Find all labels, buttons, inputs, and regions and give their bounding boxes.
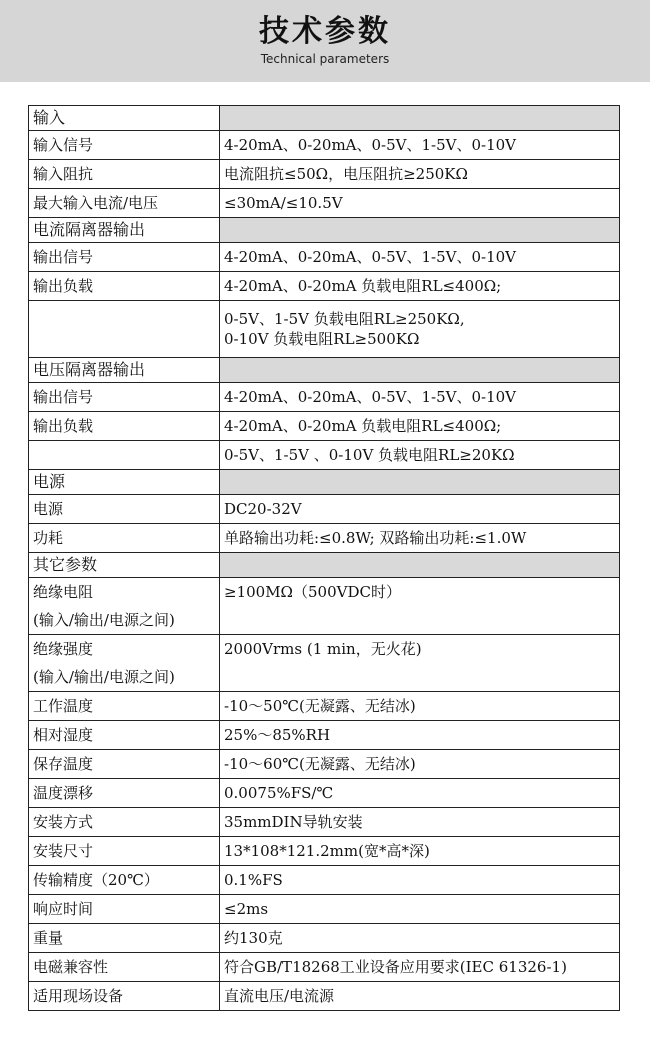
parameter-value: 0-5V、1-5V 负载电阻RL≥250KΩ, (224, 310, 465, 328)
parameter-value: 电流阻抗≤50Ω，电压阻抗≥250KΩ (224, 165, 468, 183)
parameter-name: 保存温度 (33, 755, 94, 773)
parameter-name-cell (29, 441, 220, 470)
parameters-table (28, 105, 620, 1011)
parameter-name: 安装尺寸 (33, 842, 94, 860)
parameter-value: 4-20mA、0-20mA、0-5V、1-5V、0-10V (224, 248, 517, 266)
parameter-name: 响应时间 (33, 900, 94, 918)
parameter-name: 适用现场设备 (33, 987, 124, 1005)
parameter-name-cell (29, 692, 220, 721)
parameter-value-line2: 0-10V 负载电阻RL≥500KΩ (224, 330, 420, 348)
parameter-value-cell (220, 808, 620, 837)
parameter-name-cell (29, 953, 220, 982)
parameter-name: 工作温度 (33, 697, 94, 715)
parameter-value-cell (220, 837, 620, 866)
parameter-name: 输入信号 (33, 136, 94, 154)
parameter-name-cell (29, 866, 220, 895)
section-title-cell (29, 218, 220, 243)
parameter-name-cell (29, 524, 220, 553)
parameter-value-cell (220, 866, 620, 895)
table-row (29, 131, 620, 160)
parameter-name-cell (29, 412, 220, 441)
parameter-value-cell (220, 692, 620, 721)
parameter-name: 安装方式 (33, 813, 94, 831)
parameter-name: 功耗 (33, 529, 64, 547)
table-row (29, 953, 620, 982)
parameter-name-cell (29, 131, 220, 160)
parameter-name-cell (29, 160, 220, 189)
parameter-value: -10～60℃(无凝露、无结冰) (224, 755, 416, 773)
page-title: 技术参数 (259, 14, 391, 49)
parameter-name-cell (29, 272, 220, 301)
section-title: 电源 (33, 472, 66, 491)
section-title-cell (29, 553, 220, 578)
parameter-value-cell (220, 160, 620, 189)
parameter-name: 电源 (33, 500, 64, 518)
table-row (29, 160, 620, 189)
table-row (29, 721, 620, 750)
parameter-name-cell (29, 924, 220, 953)
table-row (29, 578, 620, 635)
parameter-name: 绝缘电阻 (33, 583, 94, 601)
parameter-name-cell (29, 301, 220, 358)
section-title-cell (29, 358, 220, 383)
parameter-value-cell (220, 750, 620, 779)
parameter-name: 输出负载 (33, 277, 94, 295)
section-title: 电流隔离器输出 (33, 220, 146, 239)
table-row (29, 924, 620, 953)
parameter-name: 传输精度（20℃） (33, 871, 159, 889)
parameter-name-cell (29, 243, 220, 272)
section-title: 输入 (33, 108, 66, 127)
table-row (29, 866, 620, 895)
parameter-value-cell (220, 272, 620, 301)
parameter-value-cell (220, 953, 620, 982)
parameter-value: 4-20mA、0-20mA 负载电阻RL≤400Ω; (224, 277, 502, 295)
parameter-name-cell (29, 982, 220, 1011)
table-row (29, 750, 620, 779)
parameter-value: 单路输出功耗:≤0.8W; 双路输出功耗:≤1.0W (224, 529, 527, 547)
table-row (29, 808, 620, 837)
parameter-value: 约130克 (224, 929, 283, 947)
parameter-value-cell (220, 895, 620, 924)
parameter-name: 输入阻抗 (33, 165, 94, 183)
parameter-value-cell (220, 721, 620, 750)
section-title: 电压隔离器输出 (33, 360, 146, 379)
page-header (0, 0, 650, 82)
parameter-name: 输出负载 (33, 417, 94, 435)
parameter-value: ≤2ms (224, 900, 269, 918)
parameter-name-cell (29, 895, 220, 924)
section-header-row (29, 553, 620, 578)
parameter-value: -10～50℃(无凝露、无结冰) (224, 697, 416, 715)
parameter-value: 0.1%FS (224, 871, 283, 889)
parameter-name-cell (29, 635, 220, 692)
parameter-value-cell (220, 131, 620, 160)
parameter-name-cell (29, 808, 220, 837)
parameter-value: 4-20mA、0-20mA 负载电阻RL≤400Ω; (224, 417, 502, 435)
section-header-row (29, 106, 620, 131)
section-title-cell (29, 470, 220, 495)
parameter-value: 符合GB/T18268工业设备应用要求(IEC 61326-1) (224, 958, 567, 976)
parameter-value: ≤30mA/≤10.5V (224, 194, 343, 212)
table-row (29, 301, 620, 358)
table-row (29, 895, 620, 924)
parameter-value-cell (220, 412, 620, 441)
parameter-value: 35mmDIN导轨安装 (224, 813, 363, 831)
parameter-value: 0-5V、1-5V 、0-10V 负载电阻RL≥20KΩ (224, 446, 515, 464)
parameter-name: 输出信号 (33, 248, 94, 266)
section-header-row (29, 358, 620, 383)
parameter-value: DC20-32V (224, 500, 302, 518)
parameter-value: 25%～85%RH (224, 726, 331, 744)
section-title: 其它参数 (33, 555, 98, 574)
parameter-value-cell (220, 441, 620, 470)
parameter-value-cell (220, 383, 620, 412)
parameter-value-cell (220, 243, 620, 272)
parameter-value: 0.0075%FS/℃ (224, 784, 334, 802)
section-value-cell (220, 358, 620, 383)
parameter-name-cell (29, 721, 220, 750)
parameter-name-cell (29, 750, 220, 779)
parameter-value-cell (220, 495, 620, 524)
table-row (29, 243, 620, 272)
parameter-value-cell (220, 189, 620, 218)
parameter-name-cell (29, 189, 220, 218)
parameter-value-cell (220, 924, 620, 953)
parameter-name-cell (29, 779, 220, 808)
table-row (29, 441, 620, 470)
parameter-name-note: (输入/输出/电源之间) (33, 611, 175, 629)
parameter-value-cell (220, 301, 620, 358)
parameter-name: 重量 (33, 929, 64, 947)
section-value-cell (220, 470, 620, 495)
section-title-cell (29, 106, 220, 131)
table-row (29, 524, 620, 553)
section-value-cell (220, 218, 620, 243)
section-header-row (29, 218, 620, 243)
parameter-name: 温度漂移 (33, 784, 94, 802)
parameter-name-cell (29, 383, 220, 412)
parameter-name: 电磁兼容性 (33, 958, 109, 976)
table-row (29, 189, 620, 218)
parameter-value: 4-20mA、0-20mA、0-5V、1-5V、0-10V (224, 136, 517, 154)
parameter-value-cell (220, 578, 620, 635)
parameter-value: ≥100MΩ（500VDC时） (224, 583, 401, 601)
parameter-name-note: (输入/输出/电源之间) (33, 668, 175, 686)
table-row (29, 982, 620, 1011)
parameter-value: 2000Vrms (1 min，无火花) (224, 640, 422, 658)
parameter-name: 最大输入电流/电压 (33, 194, 159, 212)
page-subtitle: Technical parameters (260, 52, 390, 66)
parameter-value: 13*108*121.2mm(宽*高*深) (224, 842, 430, 860)
section-value-cell (220, 553, 620, 578)
parameter-name-cell (29, 495, 220, 524)
parameter-value-cell (220, 524, 620, 553)
parameter-value: 直流电压/电流源 (224, 987, 335, 1005)
table-row (29, 837, 620, 866)
section-header-row (29, 470, 620, 495)
parameter-value: 4-20mA、0-20mA、0-5V、1-5V、0-10V (224, 388, 517, 406)
parameter-name: 相对湿度 (33, 726, 94, 744)
table-row (29, 272, 620, 301)
parameter-value-cell (220, 635, 620, 692)
table-row (29, 495, 620, 524)
table-row (29, 412, 620, 441)
parameter-value-cell (220, 779, 620, 808)
section-value-cell (220, 106, 620, 131)
parameters-table-body (29, 106, 620, 1011)
table-row (29, 692, 620, 721)
parameter-value-cell (220, 982, 620, 1011)
parameter-name-cell (29, 837, 220, 866)
parameter-name: 输出信号 (33, 388, 94, 406)
parameter-name: 绝缘强度 (33, 640, 94, 658)
parameter-name-cell (29, 578, 220, 635)
table-row (29, 635, 620, 692)
table-row (29, 383, 620, 412)
table-row (29, 779, 620, 808)
